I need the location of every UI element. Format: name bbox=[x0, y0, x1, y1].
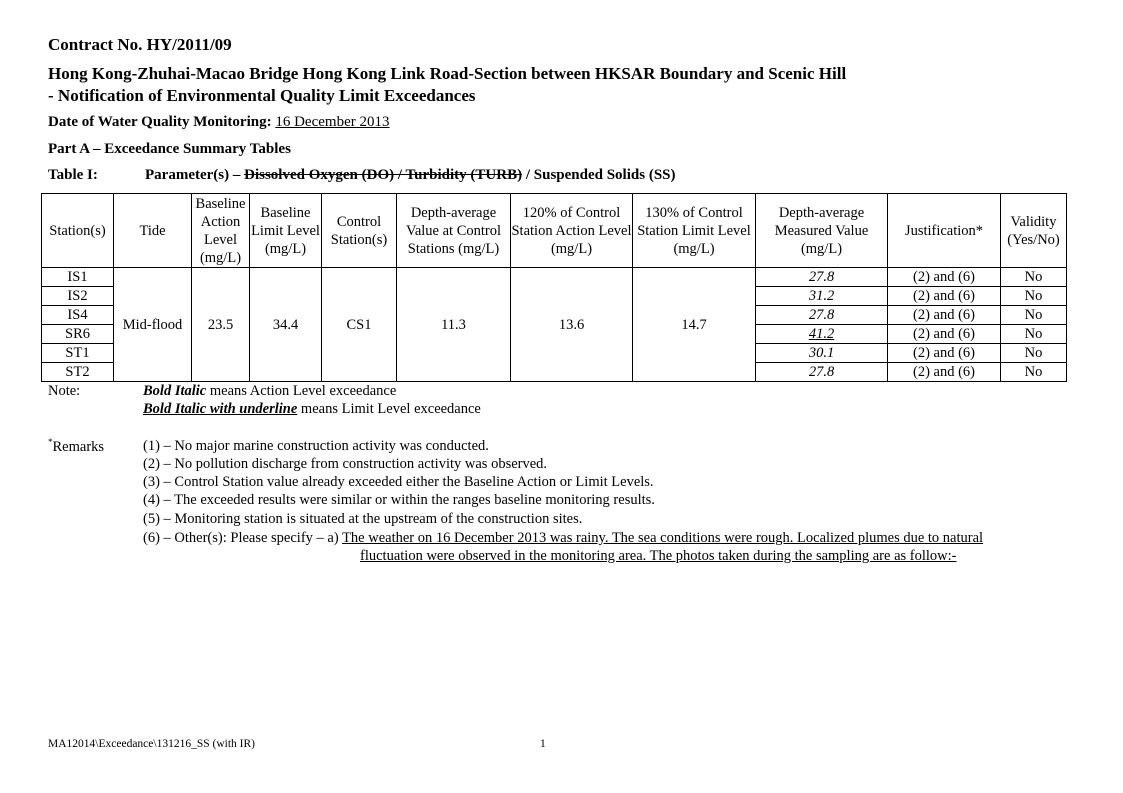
baseline-limit-cell: 34.4 bbox=[250, 268, 322, 382]
page-number: 1 bbox=[540, 738, 546, 750]
contract-number: Contract No. HY/2011/09 bbox=[48, 35, 232, 54]
exceedance-table bbox=[41, 193, 1067, 382]
validity-cell: No bbox=[1001, 268, 1067, 287]
validity-cell: No bbox=[1001, 344, 1067, 363]
validity-cell: No bbox=[1001, 363, 1067, 382]
note-label: Note: bbox=[48, 383, 81, 399]
parameter-active: / Suspended Solids (SS) bbox=[525, 167, 676, 183]
justification-cell: (2) and (6) bbox=[888, 325, 1001, 344]
limit-130-cell: 14.7 bbox=[633, 268, 756, 382]
control-value-cell: 11.3 bbox=[397, 268, 511, 382]
validity-cell: No bbox=[1001, 325, 1067, 344]
header-baseline-limit: Baseline Limit Level (mg/L) bbox=[250, 194, 322, 268]
part-a-heading: Part A – Exceedance Summary Tables bbox=[48, 141, 291, 157]
station-cell: ST2 bbox=[42, 363, 114, 382]
header-tide: Tide bbox=[114, 194, 192, 268]
baseline-action-cell: 23.5 bbox=[192, 268, 250, 382]
header-measured: Depth-average Measured Value (mg/L) bbox=[756, 194, 888, 268]
measured-cell: 27.8 bbox=[756, 363, 888, 382]
remark-item-6 bbox=[143, 530, 983, 547]
note-limit-level bbox=[143, 401, 481, 418]
remark-item: (2) – No pollution discharge from construction activity was observed. bbox=[143, 456, 548, 472]
note-action-text: means Action Level exceedance bbox=[206, 383, 397, 399]
station-cell: IS2 bbox=[42, 287, 114, 306]
measured-cell: 30.1 bbox=[756, 344, 888, 363]
parameter-prefix: Parameter(s) – bbox=[145, 167, 241, 183]
tide-cell: Mid-flood bbox=[114, 268, 192, 382]
note-action-bold: Bold Italic bbox=[143, 383, 207, 399]
table-label: Table I: bbox=[48, 167, 98, 183]
header-control-station: Control Station(s) bbox=[322, 194, 397, 268]
table-row bbox=[42, 268, 1067, 287]
justification-cell: (2) and (6) bbox=[888, 363, 1001, 382]
control-station-cell: CS1 bbox=[322, 268, 397, 382]
validity-cell: No bbox=[1001, 306, 1067, 325]
table-header-row bbox=[42, 194, 1067, 268]
measured-cell: 27.8 bbox=[756, 268, 888, 287]
justification-cell: (2) and (6) bbox=[888, 306, 1001, 325]
document-title-line1: Hong Kong-Zhuhai-Macao Bridge Hong Kong Link Road-Section between HKSAR Boundary and Scenic Hill bbox=[48, 64, 847, 83]
station-cell: ST1 bbox=[42, 344, 114, 363]
header-baseline-action: Baseline Action Level (mg/L) bbox=[192, 194, 250, 268]
remark-item: (1) – No major marine construction activity was conducted. bbox=[143, 438, 489, 454]
justification-cell: (2) and (6) bbox=[888, 287, 1001, 306]
justification-cell: (2) and (6) bbox=[888, 344, 1001, 363]
parameter-struck: Dissolved Oxygen (DO) / Turbidity (TURB) bbox=[244, 167, 523, 183]
remark-item: (3) – Control Station value already exceeded either the Baseline Action or Limit Levels. bbox=[143, 474, 654, 490]
measured-cell: 27.8 bbox=[756, 306, 888, 325]
measured-cell-limit-exceedance: 41.2 bbox=[756, 325, 888, 344]
remark-item: (4) – The exceeded results were similar or within the ranges baseline monitoring results. bbox=[143, 492, 655, 508]
monitoring-date-label: Date of Water Quality Monitoring: bbox=[48, 114, 272, 130]
measured-cell: 31.2 bbox=[756, 287, 888, 306]
note-limit-text: means Limit Level exceedance bbox=[297, 401, 481, 417]
monitoring-date-line bbox=[48, 114, 389, 131]
header-control-value: Depth-average Value at Control Stations (mg/L) bbox=[397, 194, 511, 268]
station-cell: SR6 bbox=[42, 325, 114, 344]
header-justification: Justification* bbox=[888, 194, 1001, 268]
remarks-label: *Remarks bbox=[48, 437, 105, 455]
station-cell: IS1 bbox=[42, 268, 114, 287]
action-120-cell: 13.6 bbox=[511, 268, 633, 382]
header-station: Station(s) bbox=[42, 194, 114, 268]
parameter-line bbox=[145, 167, 676, 184]
remark-6-prefix: (6) – Other(s): Please specify – a) bbox=[143, 530, 339, 546]
monitoring-date-value: 16 December 2013 bbox=[275, 114, 390, 130]
station-cell: IS4 bbox=[42, 306, 114, 325]
header-validity: Validity (Yes/No) bbox=[1001, 194, 1067, 268]
footer-path: MA12014\Exceedance\131216_SS (with IR) bbox=[48, 738, 255, 750]
document-title-line2: - Notification of Environmental Quality Limit Exceedances bbox=[48, 86, 476, 105]
table-caption bbox=[48, 167, 676, 184]
remark-6-line2: fluctuation were observed in the monitoring area. The photos taken during the sampling are as follow:- bbox=[360, 548, 957, 564]
remark-6-line1: The weather on 16 December 2013 was rainy. The sea conditions were rough. Localized plumes due to natural bbox=[342, 530, 984, 546]
note-action-level bbox=[143, 383, 396, 400]
remark-item: (5) – Monitoring station is situated at the upstream of the construction sites. bbox=[143, 511, 583, 527]
header-limit-130: 130% of Control Station Limit Level (mg/L) bbox=[633, 194, 756, 268]
note-limit-bold: Bold Italic with underline bbox=[143, 401, 298, 417]
header-action-120: 120% of Control Station Action Level (mg/L) bbox=[511, 194, 633, 268]
validity-cell: No bbox=[1001, 287, 1067, 306]
justification-cell: (2) and (6) bbox=[888, 268, 1001, 287]
